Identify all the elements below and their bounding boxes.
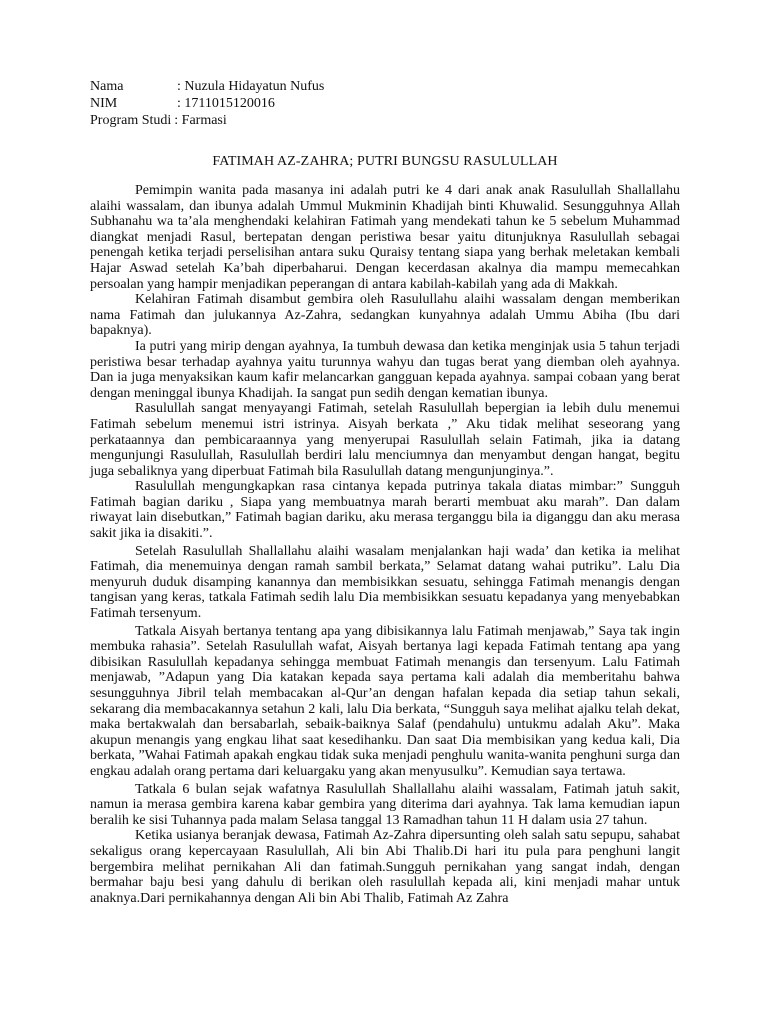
document-body [90,183,680,906]
paragraph: Tatkala 6 bulan sejak wafatnya Rasulullah Shallallahu alaihi wassalam, Fatimah jatuh sakit, namun ia merasa gembira karena kabar gembira yang diterima dari ayahnya. Tak lama kemudian iapun beralih ke sisi Tuhannya pada malam Selasa tanggal 13 Ramadhan tahun 11 H dalam usia 27 tahun. [90,781,680,828]
paragraph: Rasulullah mengungkapkan rasa cintanya kepada putrinya takala diatas mimbar:” Sungguh Fatimah bagian dariku , Siapa yang membuatnya marah berarti membuat aku marah”. Dan dalam riwayat lain disebutkan,” Fatimah bagian dariku, aku merasa terganggu bila ia diganggu dan aku merasa sakit jika ia disakiti.”. [90,479,680,542]
paragraph: Kelahiran Fatimah disambut gembira oleh Rasulullahu alaihi wassalam dengan memberikan nama Fatimah dan julukannya Az-Zahra, sedangkan kunyahnya adalah Ummu Abiha (Ibu dari bapaknya). [90,292,680,339]
paragraph: Setelah Rasulullah Shallallahu alaihi wasalam menjalankan haji wada’ dan ketika ia melihat Fatimah, dia menemuinya dengan ramah sambil berkata,” Selamat datang wahai putriku”. Lalu Dia menyuruh duduk disamping kanannya dan membisikkan sesuatu, sehingga Fatimah menangis dengan tangisan yang keras, tatkala Fatimah sedih lalu Dia membisikkan sesuatu kepadanya yang menyebabkan Fatimah tersenyum. [90,543,680,622]
prodi-label: Program Studi [90,113,172,128]
document-title: FATIMAH AZ-ZAHRA; PUTRI BUNGSU RASULULLAH [212,154,558,169]
paragraph: Tatkala Aisyah bertanya tentang apa yang dibisikannya lalu Fatimah menjawab,” Saya tak ingin membuka rahasia”. Setelah Rasulullah wafat, Aisyah bertanya lagi kepada Fatimah tentang apa yang dibisikan Rasulullah kepadanya sehingga membuat Fatimah menangis dan tersenyum. Lalu Fatimah menjawab, ”Adapun yang Dia katakan kepada saya pertama kali adalah dia memberitahu bahwa sesungguhnya Jibril telah membacakan al-Qur’an dengan hafalan kepada dia setiap tahun sekali, sekarang dia membacakannya setahun 2 kali, lalu Dia berkata, “Sungguh saya melihat ajalku telah dekat, maka bertakwalah dan bersabarlah, sebaik-baiknya Salaf (pendahulu) untukmu adalah Aku”. Maka akupun menangis yang engkau lihat saat kesedihanku. Dan saat Dia membisikan yang kedua kali, Dia berkata, ”Wahai Fatimah apakah engkau tidak suka menjadi penghulu wanita-wanita penghuni surga dan engkau adalah orang pertama dari keluargaku yang akan menyusulku”. Kemudian saya tertawa. [90,623,680,779]
name-value: : Nuzula Hidayatun Nufus [177,79,325,94]
paragraph: Ia putri yang mirip dengan ayahnya, Ia tumbuh dewasa dan ketika menginjak usia 5 tahun terjadi peristiwa besar terhadap ayahnya yaitu turunnya wahyu dan tugas berat yang diemban oleh ayahnya. Dan ia juga menyaksikan kaum kafir melancarkan gangguan kepada ayahnya. sampai cobaan yang berat dengan meninggal ibunya Khadijah. Ia sangat pun sedih dengan kematian ibunya. [90,338,680,401]
paragraph: Ketika usianya beranjak dewasa, Fatimah Az-Zahra dipersunting oleh salah satu sepupu, sahabat sekaligus orang kepercayaan Rasulullah, Ali bin Abi Thalib.Di hari itu pula para penghuni langit bergembira melihat pernikahan Ali dan fatimah.Sungguh pernikahan yang sangat indah, dengan bermahar baju besi yang dahulu di berikan oleh rasulullah kepada ali, kini menjadi mahar untuk anaknya.Dari pernikahannya dengan Ali bin Abi Thalib, Fatimah Az Zahra [90,828,680,906]
prodi-value: : Farmasi [174,113,227,128]
name-label: Nama [90,79,124,94]
nim-value: : 1711015120016 [177,96,275,111]
paragraph: Pemimpin wanita pada masanya ini adalah putri ke 4 dari anak anak Rasulullah Shallallahu alaihi wassalam, dan ibunya adalah Ummul Mukminin Khadijah binti Khuwalid. Sesungguhnya Allah Subhanahu wa ta’ala menghendaki kelahiran Fatimah yang mendekati tahun ke 5 sebelum Muhammad diangkat menjadi Rasul, bertepatan dengan peristiwa besar yaitu ditunjuknya Rasulullah sebagai penengah ketika terjadi perselisihan antara suku Quraisy tentang siapa yang berhak meletakan kembali Hajar Aswad setelah Ka’bah diperbaharui. Dengan kecerdasan akalnya dia mampu memecahkan persoalan yang hampir menjadikan peperangan di antara kabilah-kabilah yang ada di Makkah. [90,183,680,292]
name-row [90,78,690,95]
paragraph: Rasulullah sangat menyayangi Fatimah, setelah Rasulullah bepergian ia lebih dulu menemui Fatimah sebelum menemui istri istrinya. Aisyah berkata ,” Aku tidak melihat seseorang yang perkataannya dan pembicaraannya yang menyerupai Rasulullah selain Fatimah, jika ia datang mengunjungi Rasulullah, Rasulullah berdiri lalu menciumnya dan menyambut dengan hangat, begitu juga sebaliknya yang diperbuat Fatimah bila Rasulullah datang mengunjunginya.”. [90,401,680,479]
prodi-row [90,112,690,129]
nim-label: NIM [90,96,118,111]
nim-row [90,95,690,112]
student-info-header [90,78,690,129]
